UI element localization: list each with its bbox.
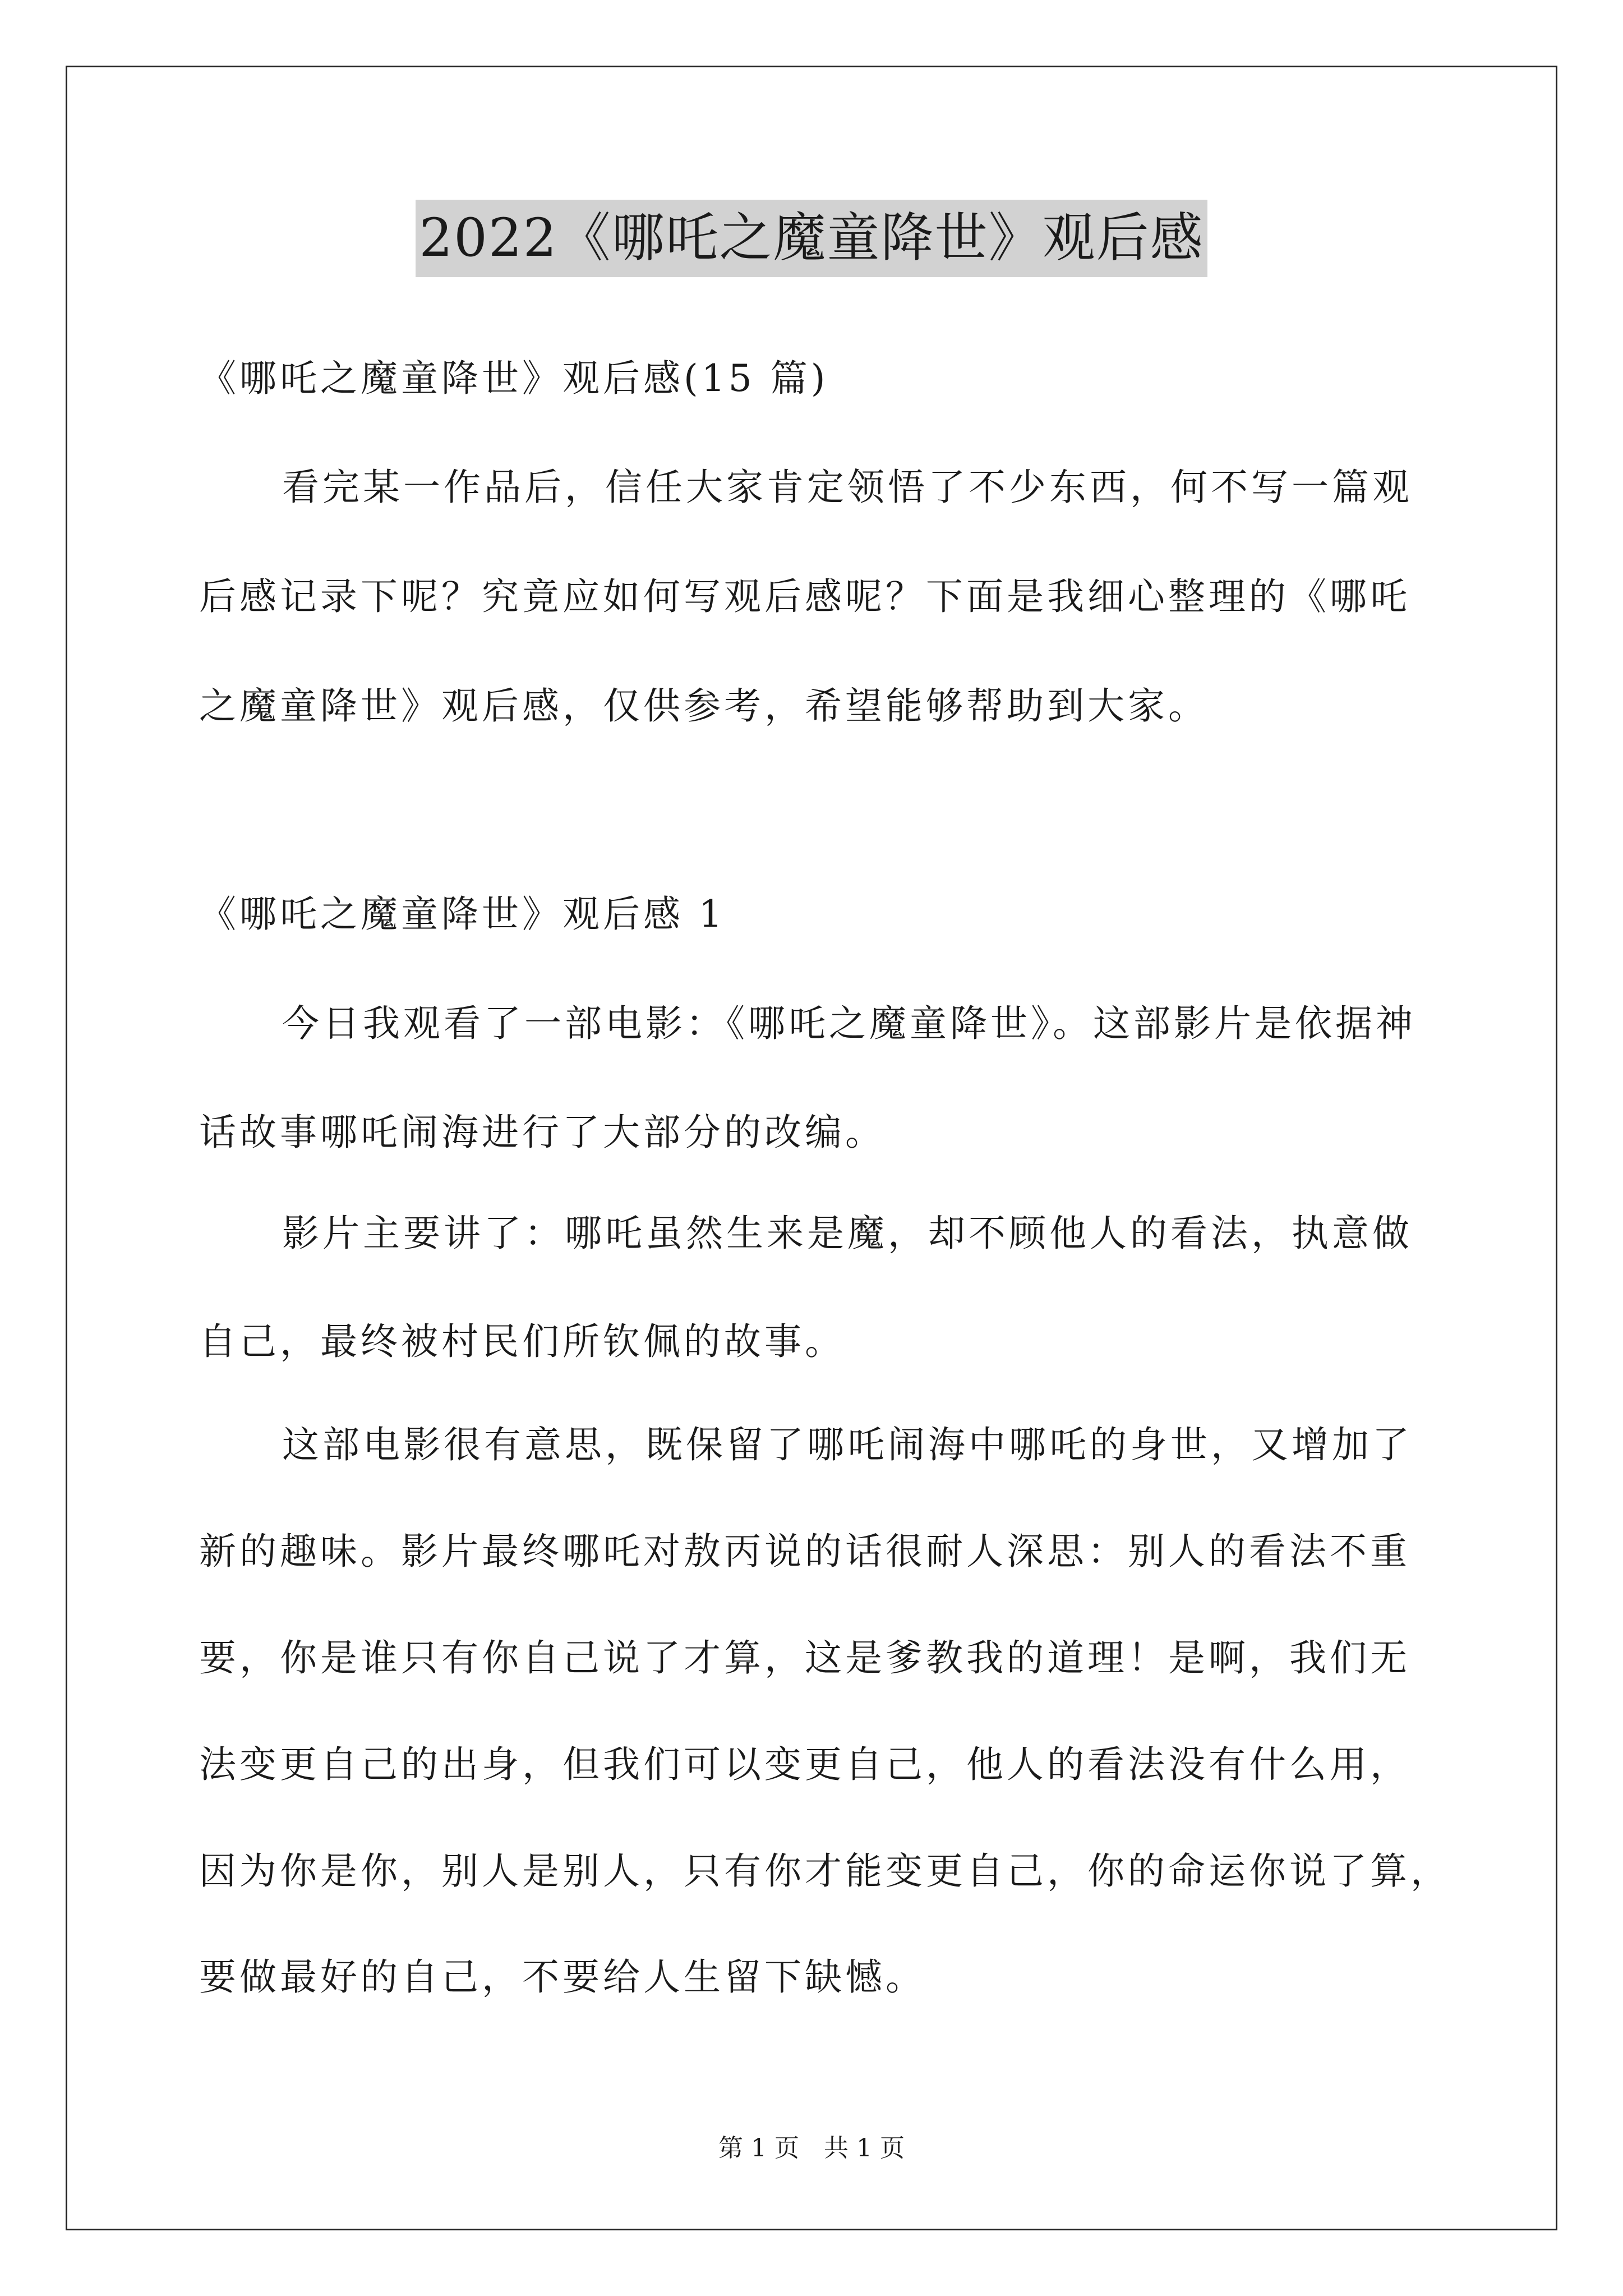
subtitle: 《哪吒之魔童降世》观后感(15 篇): [199, 357, 829, 400]
paragraph-line: 新的趣味。影片最终哪吒对敖丙说的话很耐人深思：别人的看法不重: [199, 1530, 1410, 1573]
document-title: 2022《哪吒之魔童降世》观后感: [416, 200, 1207, 277]
paragraph-line: 影片主要讲了：哪吒虽然生来是魔，却不顾他人的看法，执意做: [282, 1212, 1413, 1255]
paragraph-line: 自己，最终被村民们所钦佩的故事。: [199, 1320, 845, 1363]
paragraph-line: 话故事哪吒闹海进行了大部分的改编。: [199, 1111, 886, 1154]
intro-line: 之魔童降世》观后感，仅供参考，希望能够帮助到大家。: [199, 684, 1209, 728]
paragraph-line: 这部电影很有意思，既保留了哪吒闹海中哪吒的身世，又增加了: [282, 1423, 1413, 1466]
paragraph-line: 因为你是你，别人是别人，只有你才能变更自己，你的命运你说了算，: [199, 1849, 1451, 1893]
page-footer: 第 1 页 共 1 页: [718, 2134, 905, 2162]
paragraph-line: 要做最好的自己，不要给人生留下缺憾。: [199, 1955, 926, 1999]
intro-line: 后感记录下呢？究竟应如何写观后感呢？下面是我细心整理的《哪吒: [199, 575, 1410, 618]
title-wrap: [0, 200, 1623, 277]
section-heading: 《哪吒之魔童降世》观后感 1: [199, 892, 726, 936]
paragraph-line: 法变更自己的出身，但我们可以变更自己，他人的看法没有什么用，: [199, 1743, 1410, 1786]
intro-line: 看完某一作品后，信任大家肯定领悟了不少东西，何不写一篇观: [282, 466, 1413, 509]
paragraph-line: 今日我观看了一部电影：《哪吒之魔童降世》。这部影片是依据神: [282, 1002, 1416, 1045]
paragraph-line: 要，你是谁只有你自己说了才算，这是爹教我的道理！是啊，我们无: [199, 1636, 1410, 1680]
